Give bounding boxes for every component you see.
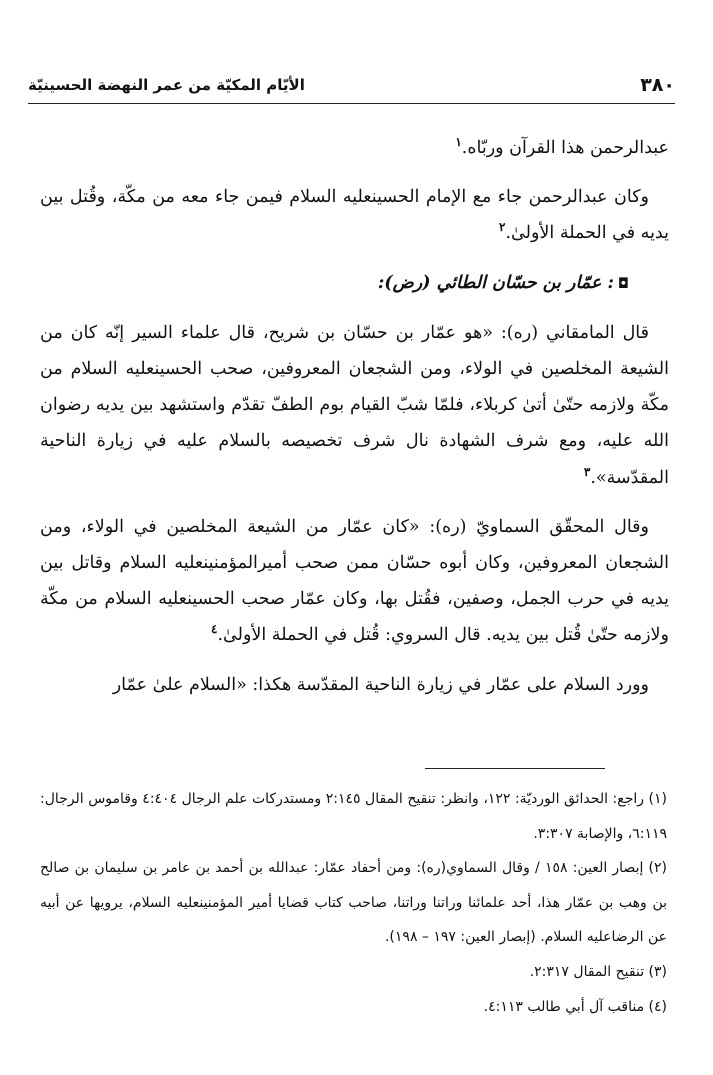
paragraph-5: وورد السلام على عمّار في زيارة الناحية المقدّسة هكذا: «السلام علىٰ عمّار: [112, 674, 649, 695]
paragraph-3: قال المامقاني (ره): «هو عمّار بن حسّان بن شريح، قال علماء السير إنّه كان من الشيعة المخلصين في الولاء، ومن الشجعان المعروفين، صحب الحسينعليه السلام من مكّة ولازمه حتّىٰ أتىٰ كربلاء، فلمّا شبّ القيام بوم الطفّ تقدّم واستشهد بين يديه رضوان الله عليه، ومع شرف الشهادة نال شرف تخصيصه بالسلام عليه في زيارة الناحية المقدّسة».$^٣$: [40, 322, 669, 488]
footnote-ref-1: ١: [455, 135, 462, 150]
main-text: [40, 130, 669, 716]
footnote-divider: [425, 768, 605, 769]
footnote-ref-2: ٢: [499, 220, 506, 235]
header-divider: [28, 103, 675, 104]
running-title: الأيّام المكيّة من عمر النهضة الحسينيّة: [28, 76, 305, 94]
paragraph-4: وقال المحقّق السماويّ (ره): «كان عمّار من الشيعة المخلصين في الولاء، ومن الشجعان المعروفين، وكان أبوه حسّان ممن صحب أميرالمؤمنينعليه السلام وقاتل بين يديه في حرب الجمل، وصفين، فقُتل بها، وكان عمّار صحب الحسينعليه السلام من مكّة ولازمه حتّىٰ قُتل بين يديه. قال السروي: قُتل في الحملة الأولىٰ.$^٤$: [40, 516, 669, 646]
footnote-3: (٣) تنقيح المقال ٢:٣١٧.: [529, 963, 667, 980]
paragraph-1: عبدالرحمن هذا القرآن وربّاه.$^١$: [455, 135, 669, 158]
heading-text: : عمّار بن حسّان الطائي (رض):: [377, 272, 614, 293]
footnote-ref-4: ٤: [211, 622, 218, 637]
page-header: [28, 68, 675, 102]
footnotes: [40, 782, 667, 1024]
paragraph-2: وكان عبدالرحمن جاء مع الإمام الحسينعليه السلام فيمن جاء معه من مكّة، وقُتل بين يديه في الحملة الأولىٰ.$^٢$: [40, 187, 669, 244]
footnote-1: (١) راجع: الحدائق الورديّة: ١٢٢، وانظر: تنقيح المقال ٢:١٤٥ ومستدركات علم الرجال ٤:٤٠٤ وقاموس الرجال: ٦:١١٩، والإصابة ٣:٣٠٧.: [40, 791, 667, 842]
page-number: ٣٨٠: [640, 74, 675, 96]
footnote-2: (٢) إبصار العين: ١٥٨ / وقال السماوي(ره): ومن أحفاد عمّار: عبدالله بن أحمد بن عامر بن سليمان بن صالح بن وهب بن عمّار هذا، أحد علمائنا وراتنا وراتنا، صاحب كتاب قضايا أمير المؤمنينعليه السلام، يرويها عن أبيه عن الرضاعليه السلام. (إبصار العين: ١٩٧ – ١٩٨).: [40, 860, 667, 946]
section-heading: [40, 265, 669, 302]
footnote-4: (٤) مناقب آل أبي طالب ٤:١١٣.: [483, 998, 667, 1015]
footnote-ref-3: ٣: [583, 464, 591, 479]
heading-marker-icon: ◘: [617, 275, 629, 292]
